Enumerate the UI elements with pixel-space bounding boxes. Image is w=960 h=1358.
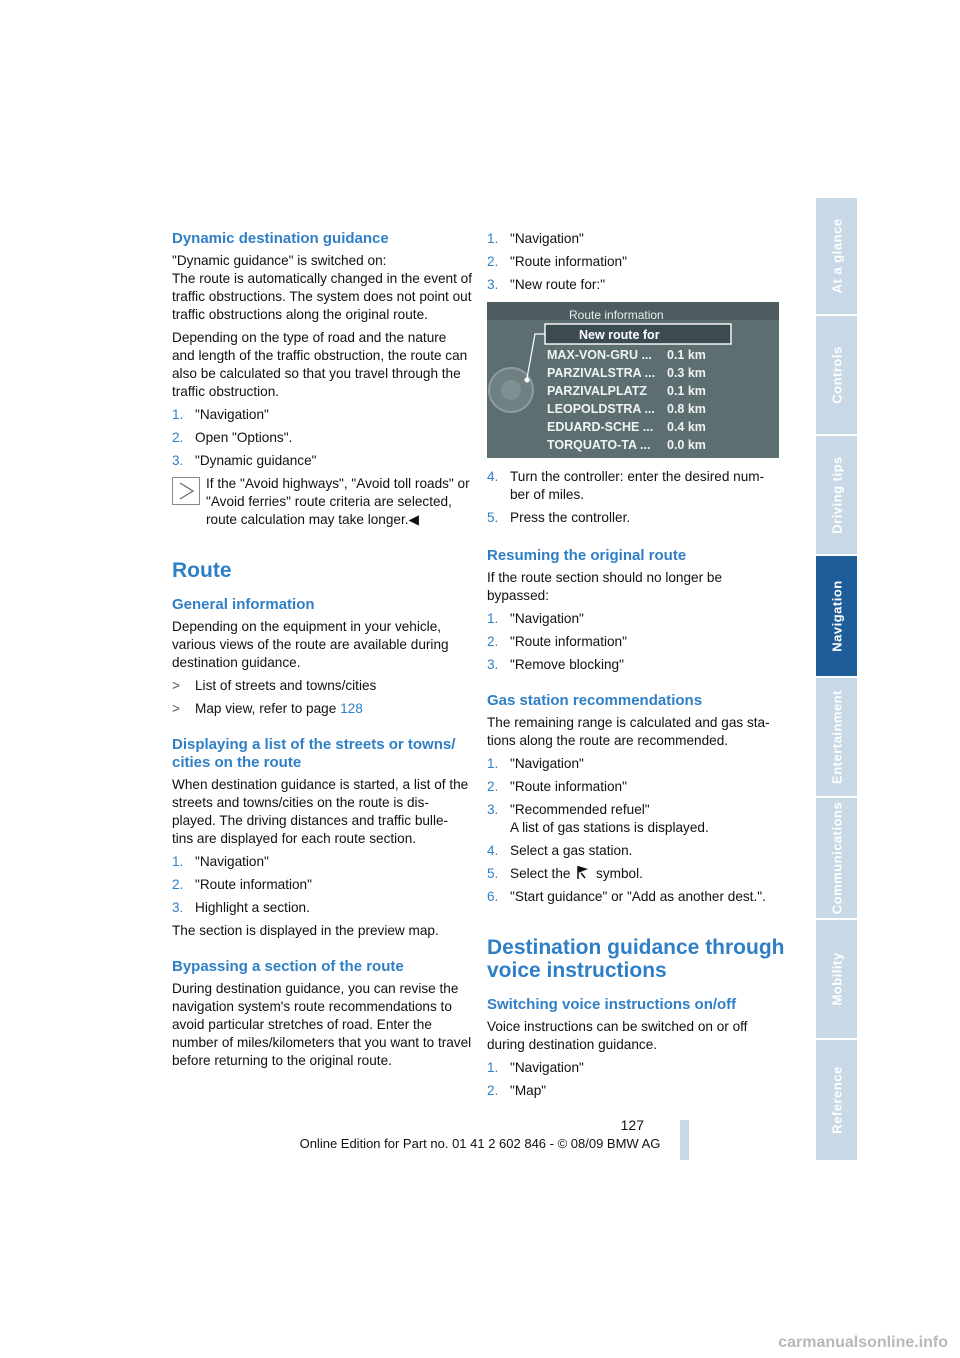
tab-mobility[interactable] (816, 920, 857, 1038)
step-item (487, 633, 787, 651)
step-text: "Navigation" (195, 854, 269, 869)
step-text: Select a gas station. (510, 843, 633, 858)
step-item (487, 778, 787, 796)
heading-dynamic-guidance: Dynamic destination guidance (172, 230, 389, 247)
step-number: 2. (172, 877, 184, 892)
street-name: MAX-VON-GRU ... (547, 348, 652, 362)
step-text-after: symbol. (596, 866, 643, 881)
heading-general-information: General information (172, 596, 315, 613)
tab-navigation[interactable] (816, 556, 857, 676)
section-title-route: Route (172, 559, 232, 582)
street-name: LEOPOLDSTRA ... (547, 402, 655, 416)
note-triangle-icon (172, 477, 200, 505)
step-subtext: A list of gas stations is displayed. (510, 820, 709, 835)
step-number: 2. (487, 634, 499, 649)
step-text: "Route information" (510, 254, 627, 269)
step-number: 1. (172, 407, 184, 422)
screen-title: Route information (569, 308, 664, 322)
step-number: 5. (487, 866, 499, 881)
step-text: "Route information" (510, 634, 627, 649)
step-text: "Navigation" (510, 1060, 584, 1075)
tab-label: Reference (829, 1066, 844, 1134)
route-row (547, 364, 727, 382)
step-number: 4. (487, 469, 499, 484)
step-text: "Navigation" (510, 756, 584, 771)
step-item (487, 755, 787, 773)
right-column (487, 230, 787, 1105)
step-item (487, 1059, 787, 1077)
page-link[interactable]: 128 (340, 701, 363, 716)
list-item (172, 677, 472, 695)
step-item (172, 452, 472, 470)
street-distance: 0.1 km (667, 384, 706, 398)
step-text: "Remove blocking" (510, 657, 624, 672)
step-text: "Start guidance" or "Add as another dest.". (510, 889, 766, 904)
street-name: TORQUATO-TA ... (547, 438, 651, 452)
step-item (487, 656, 787, 674)
step-text: "Navigation" (510, 231, 584, 246)
step-number: 2. (172, 430, 184, 445)
step-item (487, 888, 787, 906)
step-list (487, 230, 787, 294)
step-text: "New route for:" (510, 277, 606, 292)
paragraph: The remaining range is calculated and gas sta- tions along the route are recommended. (487, 715, 770, 748)
step-number: 3. (487, 657, 499, 672)
step-item (487, 1082, 787, 1100)
route-row (547, 418, 727, 436)
street-distance: 0.1 km (667, 348, 706, 362)
step-item (172, 429, 472, 447)
note-box (172, 475, 472, 529)
tab-label: Navigation (829, 580, 844, 652)
step-item (487, 842, 787, 860)
paragraph: "Dynamic guidance" is switched on: (172, 253, 387, 268)
step-number: 4. (487, 843, 499, 858)
paragraph: The route is automatically changed in the event of traffic obstructions. The system does not point out traffic obstructions along the original route. (172, 271, 472, 322)
route-row (547, 436, 727, 454)
paragraph: Depending on the equipment in your vehicle, various views of the route are available during destination guidance. (172, 619, 449, 670)
step-text: "Dynamic guidance" (195, 453, 317, 468)
step-item (487, 801, 787, 837)
page-number: 127 (620, 1117, 644, 1133)
step-number: 1. (487, 756, 499, 771)
step-text: Highlight a section. (195, 900, 310, 915)
footer-edition: Online Edition for Part no. 01 41 2 602 846 - © 08/09 BMW AG (299, 1136, 661, 1151)
step-number: 1. (172, 854, 184, 869)
step-text: "Route information" (195, 877, 312, 892)
paragraph: The section is displayed in the preview map. (172, 923, 439, 938)
chapter-tabs (816, 198, 857, 1160)
heading-switching-voice: Switching voice instructions on/off (487, 996, 737, 1013)
paragraph: Voice instructions can be switched on or off during destination guidance. (487, 1019, 748, 1052)
step-number: 2. (487, 254, 499, 269)
street-distance: 0.8 km (667, 402, 706, 416)
step-number: 3. (487, 277, 499, 292)
tab-communications[interactable] (816, 798, 857, 918)
tab-entertainment[interactable] (816, 678, 857, 796)
step-number: 2. (487, 779, 499, 794)
step-list (487, 1059, 787, 1100)
paragraph: Depending on the type of road and the nature and length of the traffic obstruction, the route can also be calculated so that you travel through the traffic obstruction. (172, 330, 468, 399)
tab-label: At a glance (829, 218, 844, 294)
tab-label: Driving tips (829, 456, 844, 534)
step-number: 3. (487, 802, 499, 817)
step-item (172, 899, 472, 917)
route-information-screenshot (487, 302, 779, 458)
guidance-flag-icon (575, 865, 591, 880)
tab-at-a-glance[interactable] (816, 198, 857, 314)
bullet-mark: > (172, 678, 180, 693)
tab-label: Mobility (829, 952, 844, 1006)
step-text: "Recommended refuel" (510, 802, 650, 817)
step-item (487, 253, 787, 271)
bullet-text: Map view, refer to page (195, 701, 341, 716)
street-name: PARZIVALPLATZ (547, 384, 647, 398)
tab-label: Entertainment (829, 690, 844, 784)
street-name: EDUARD-SCHE ... (547, 420, 654, 434)
step-list (487, 755, 787, 906)
step-number: 3. (172, 900, 184, 915)
bullet-mark: > (172, 701, 180, 716)
bullet-list (172, 677, 472, 718)
step-text: "Navigation" (510, 611, 584, 626)
step-text: "Map" (510, 1083, 547, 1098)
new-route-label: New route for (579, 328, 660, 342)
route-row (547, 400, 727, 418)
section-title-voice-guidance: Destination guidance through voice instructions (487, 936, 785, 982)
tab-label: Communications (829, 801, 844, 915)
step-item (487, 610, 787, 628)
step-item (487, 230, 787, 248)
step-text: "Navigation" (195, 407, 269, 422)
street-distance: 0.3 km (667, 366, 706, 380)
route-row (547, 382, 727, 400)
heading-bypassing-section: Bypassing a section of the route (172, 958, 404, 975)
left-column (172, 230, 472, 1075)
tab-label: Controls (829, 346, 844, 404)
step-item (172, 406, 472, 424)
heading-resuming-route: Resuming the original route (487, 547, 687, 564)
step-number: 6. (487, 889, 499, 904)
step-text: Open "Options". (195, 430, 293, 445)
bullet-text: List of streets and towns/cities (195, 678, 377, 693)
step-number: 1. (487, 1060, 499, 1075)
step-item (487, 276, 787, 294)
heading-gas-station: Gas station recommendations (487, 692, 703, 709)
step-text: Select the (510, 866, 571, 881)
street-distance: 0.0 km (667, 438, 706, 452)
tab-controls[interactable] (816, 316, 857, 434)
street-name: PARZIVALSTRA ... (547, 366, 656, 380)
tab-driving-tips[interactable] (816, 436, 857, 554)
paragraph: When destination guidance is started, a list of the streets and towns/cities on the route is dis- played. The driving distances and traffic bulle- tins are displayed for each route section. (172, 777, 469, 846)
step-item (172, 853, 472, 871)
step-text: Turn the controller: enter the desired num- ber of miles. (510, 469, 765, 502)
list-item (172, 700, 472, 718)
watermark: carmanualsonline.info (778, 1334, 948, 1351)
step-number: 1. (487, 611, 499, 626)
step-list (172, 853, 472, 917)
step-list (487, 468, 787, 527)
step-list (487, 610, 787, 674)
step-item (487, 509, 787, 527)
step-number: 1. (487, 231, 499, 246)
step-text: "Route information" (510, 779, 627, 794)
step-list (172, 406, 472, 470)
paragraph: If the route section should no longer be bypassed: (487, 570, 723, 603)
step-number: 2. (487, 1083, 499, 1098)
heading-displaying-list: Displaying a list of the streets or towns/ cities on the route (172, 736, 456, 771)
step-text: Press the controller. (510, 510, 631, 525)
step-item (487, 865, 787, 883)
step-number: 3. (172, 453, 184, 468)
step-number: 5. (487, 510, 499, 525)
note-text: If the "Avoid highways", "Avoid toll roads" or "Avoid ferries" route criteria are selected, route calculation may take longer. (206, 476, 470, 527)
street-distance: 0.4 km (667, 420, 706, 434)
step-item (487, 468, 787, 504)
step-item (172, 876, 472, 894)
paragraph: During destination guidance, you can revise the navigation system's route recommendations to avoid particular stretches of road. Enter the number of miles/kilometers that you want to travel before returning to the original route. (172, 981, 472, 1068)
note-end-mark: ◀ (408, 512, 419, 527)
route-row (547, 346, 727, 364)
